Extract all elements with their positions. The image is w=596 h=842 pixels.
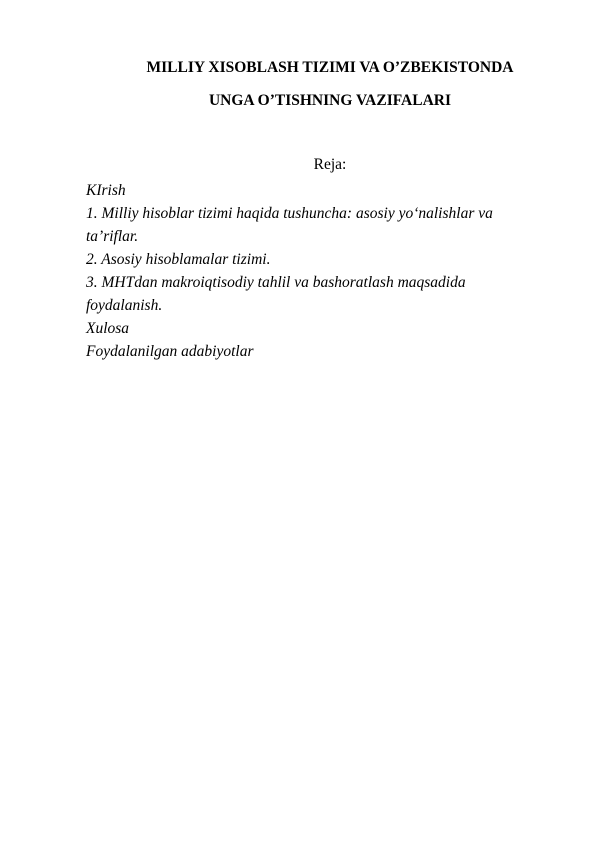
plan-item-2: 2. Asosiy hisoblamalar tizimi. (86, 251, 271, 268)
plan-item-references: Foydalanilgan adabiyotlar (86, 343, 254, 360)
document-title-line-2: UNGA O’TISHNING VAZIFALARI (208, 92, 452, 109)
document-title-line-1: MILLIY XISOBLASH TIZIMI VA O’ZBEKISTONDA (146, 59, 514, 76)
plan-item-3-line-2: foydalanish. (86, 297, 163, 314)
plan-item-conclusion: Xulosa (86, 320, 130, 337)
plan-item-1-line-1: 1. Milliy hisoblar tizimi haqida tushuncha: asosiy yo‘nalishlar va (86, 205, 493, 222)
plan-item-1-line-2: ta’riflar. (86, 228, 139, 245)
plan-list (86, 179, 556, 363)
plan-item-3-line-1: 3. MHTdan makroiqtisodiy tahlil va bashoratlash maqsadida (86, 274, 466, 291)
plan-heading: Reja: (313, 156, 347, 173)
plan-item-introduction: KIrish (86, 182, 126, 199)
